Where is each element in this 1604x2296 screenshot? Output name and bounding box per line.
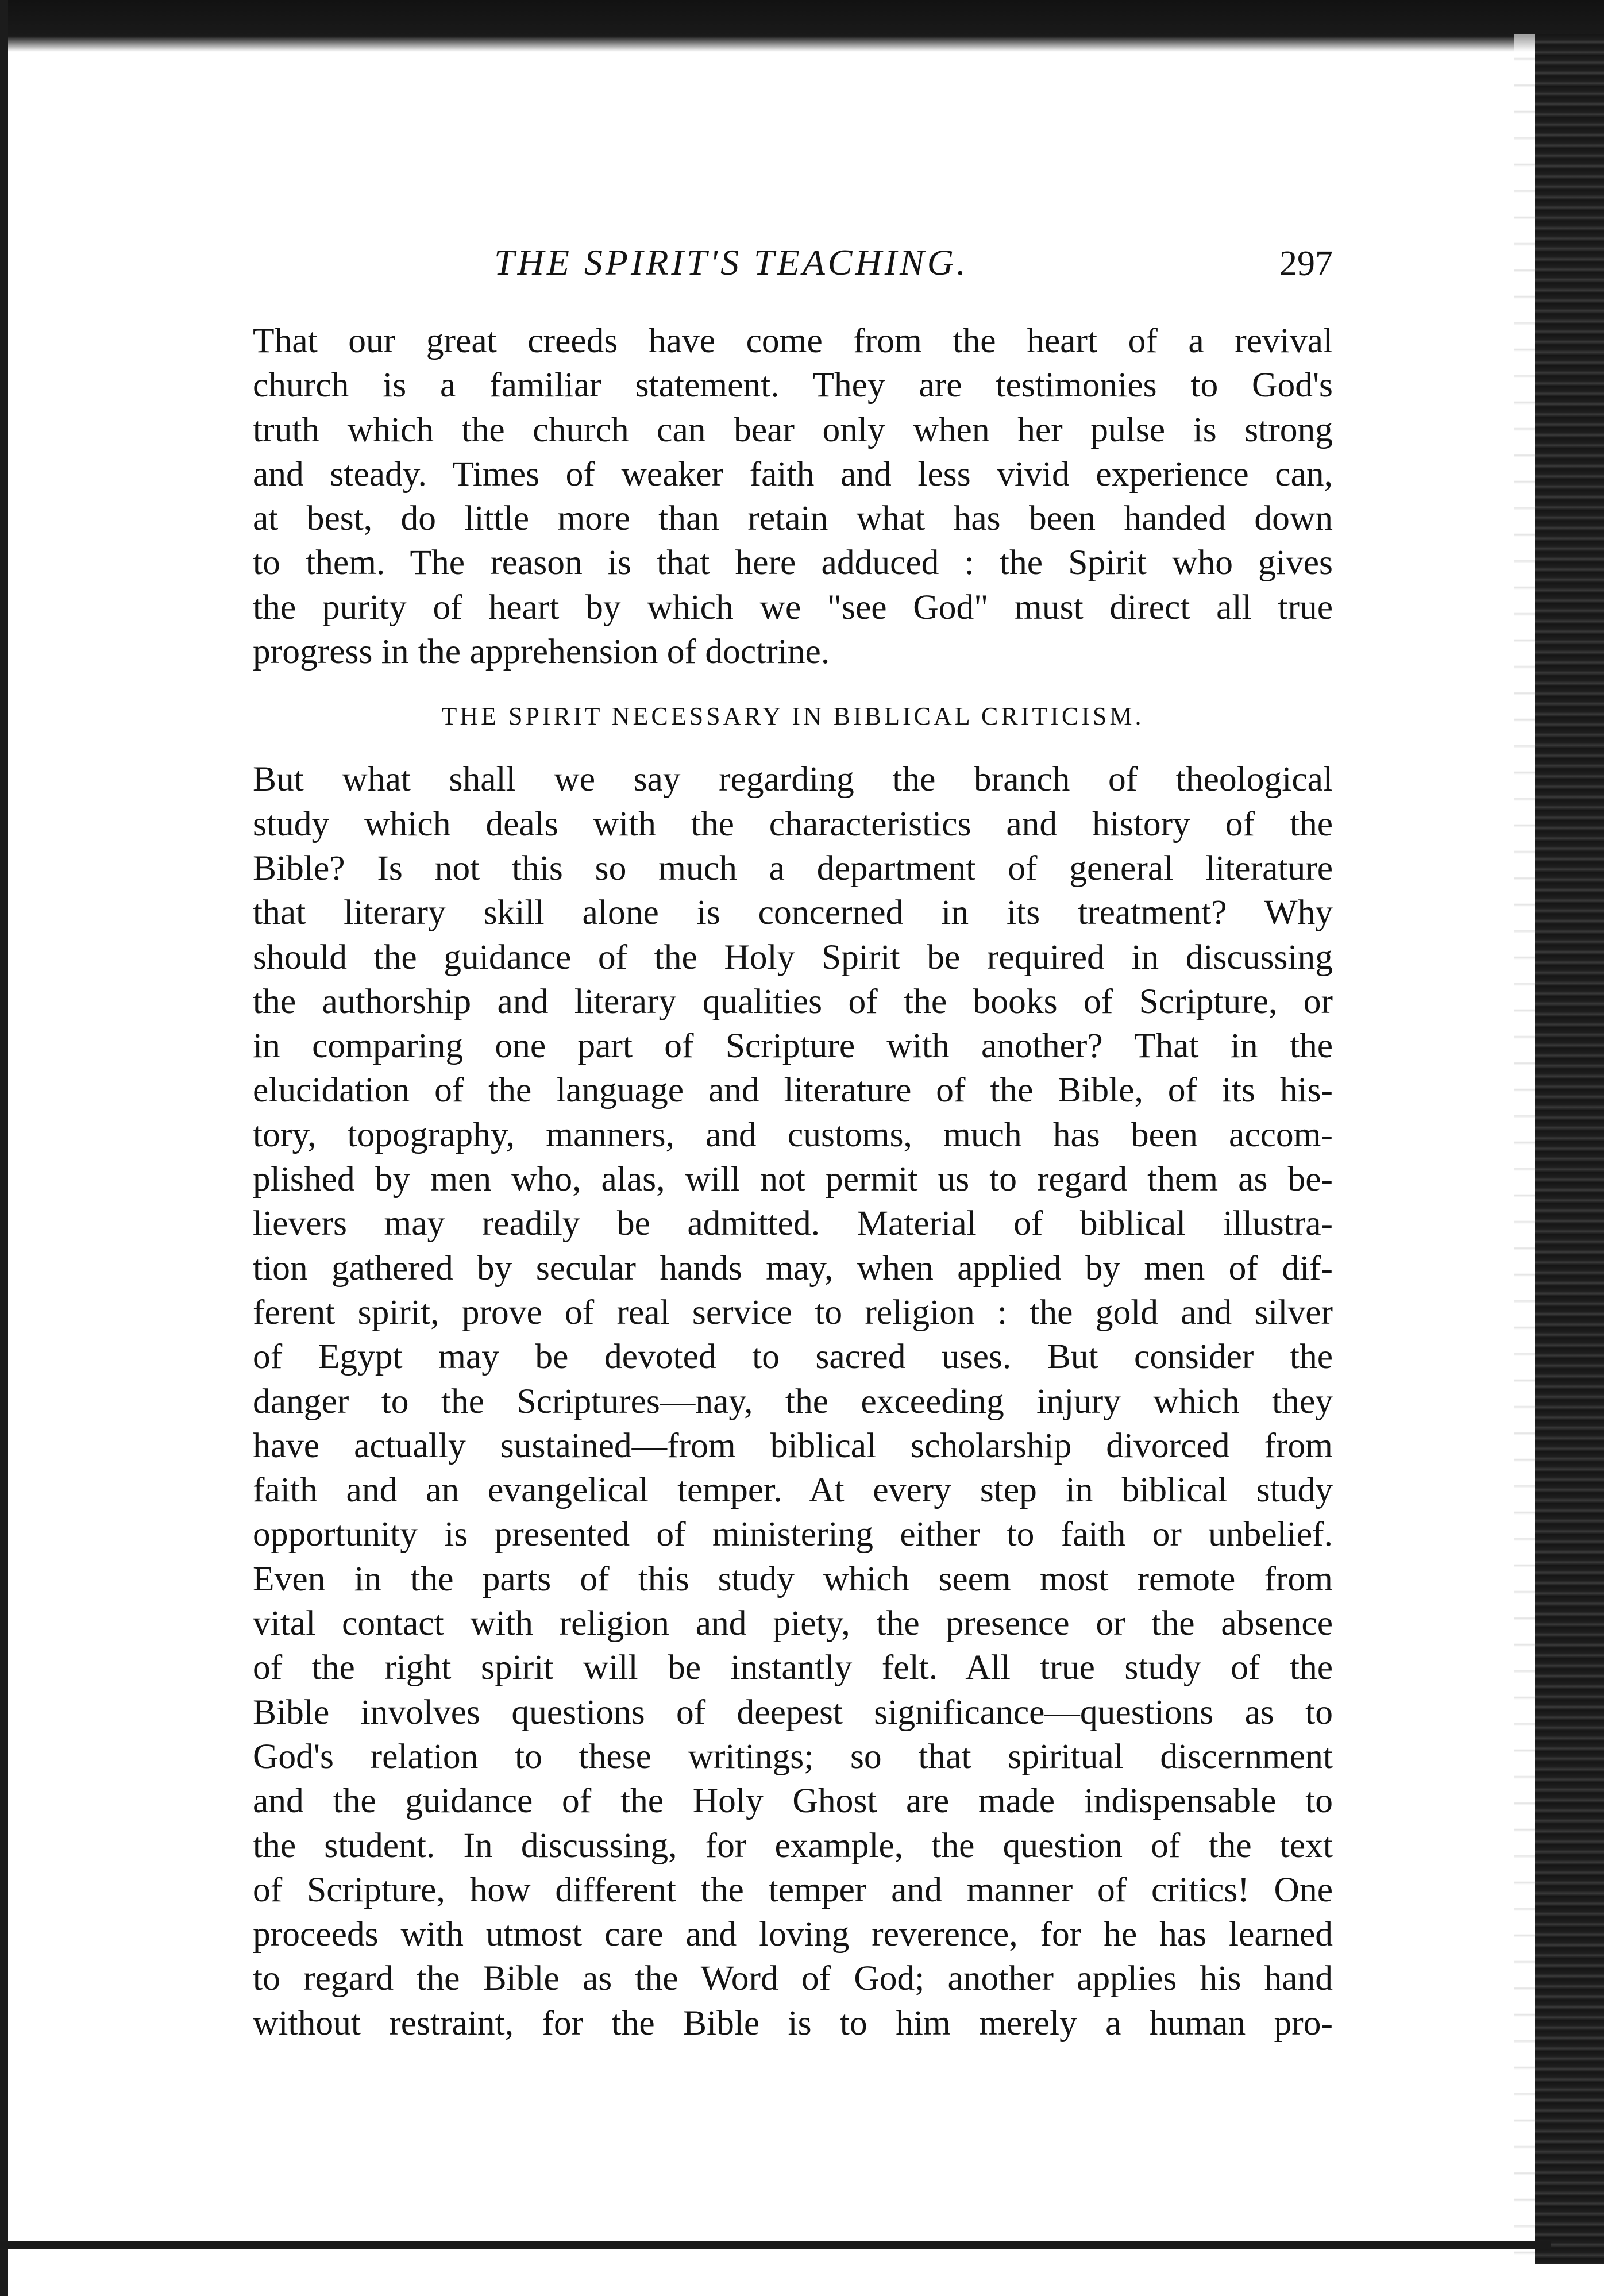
text-line: study which deals with the characteristics and history of the	[253, 804, 1333, 843]
text-line: But what shall we say regarding the branch of theological	[253, 760, 1333, 799]
text-line: opportunity is presented of ministering either to faith or unbelief.	[253, 1515, 1333, 1554]
page-number: 297	[1279, 244, 1333, 283]
text-line: of the right spirit will be instantly felt. All true study of the	[253, 1648, 1333, 1688]
text-line: Bible involves questions of deepest significance—questions as to	[253, 1692, 1333, 1732]
text-line: proceeds with utmost care and loving reverence, for he has learned	[253, 1914, 1333, 1954]
text-line: of Scripture, how different the temper and manner of critics! One	[253, 1870, 1333, 1909]
text-line: plished by men who, alas, will not permit us to regard them as be-	[253, 1159, 1333, 1199]
text-line: church is a familiar statement. They are testimonies to God's	[253, 365, 1333, 405]
text-line: truth which the church can bear only when her pulse is strong	[253, 410, 1333, 449]
text-line: and the guidance of the Holy Ghost are made indispensable to	[253, 1781, 1333, 1821]
text-line: have actually sustained—from biblical scholarship divorced from	[253, 1426, 1333, 1465]
body-text	[253, 319, 1333, 2045]
text-line: should the guidance of the Holy Spirit be required in discussing	[253, 937, 1333, 977]
text-line: to them. The reason is that here adduced : the Spirit who gives	[253, 543, 1333, 583]
paragraph-1	[253, 319, 1333, 674]
text-line: the purity of heart by which we "see God" must direct all true	[253, 587, 1333, 627]
text-line: God's relation to these writings; so that spiritual discernment	[253, 1736, 1333, 1776]
text-line: of Egypt may be devoted to sacred uses. But consider the	[253, 1337, 1333, 1377]
text-line: tory, topography, manners, and customs, much has been accom-	[253, 1115, 1333, 1154]
text-line: to regard the Bible as the Word of God; another applies his hand	[253, 1959, 1333, 1998]
text-line: in comparing one part of Scripture with another? That in the	[253, 1026, 1333, 1066]
text-line: the student. In discussing, for example, the question of the text	[253, 1825, 1333, 1865]
text-line: That our great creeds have come from the heart of a revival	[253, 321, 1333, 360]
text-line: the authorship and literary qualities of the books of Scripture, or	[253, 981, 1333, 1021]
paragraph-2	[253, 757, 1333, 2045]
text-line: and steady. Times of weaker faith and less vivid experience can,	[253, 454, 1333, 494]
section-heading: THE SPIRIT NECESSARY IN BIBLICAL CRITICISM.	[441, 702, 1144, 731]
text-line: danger to the Scriptures—nay, the exceeding injury which they	[253, 1381, 1333, 1421]
text-line: without restraint, for the Bible is to him merely a human pro-	[253, 2003, 1333, 2043]
text-line: at best, do little more than retain what has been handed down	[253, 499, 1333, 538]
text-line: progress in the apprehension of doctrine.	[253, 632, 830, 672]
text-line: tion gathered by secular hands may, when applied by men of dif-	[253, 1248, 1333, 1288]
text-line: lievers may readily be admitted. Material of biblical illustra-	[253, 1204, 1333, 1243]
text-line: Even in the parts of this study which seem most remote from	[253, 1559, 1333, 1598]
text-line: vital contact with religion and piety, the presence or the absence	[253, 1604, 1333, 1643]
text-line: ferent spirit, prove of real service to religion : the gold and silver	[253, 1292, 1333, 1332]
text-line: elucidation of the language and literature of the Bible, of its his-	[253, 1070, 1333, 1110]
running-head	[253, 241, 1333, 293]
text-line: Bible? Is not this so much a department of general literature	[253, 848, 1333, 888]
running-title: THE SPIRIT'S TEACHING.	[494, 242, 969, 283]
text-line: that literary skill alone is concerned in its treatment? Why	[253, 893, 1333, 933]
text-line: faith and an evangelical temper. At every step in biblical study	[253, 1470, 1333, 1510]
